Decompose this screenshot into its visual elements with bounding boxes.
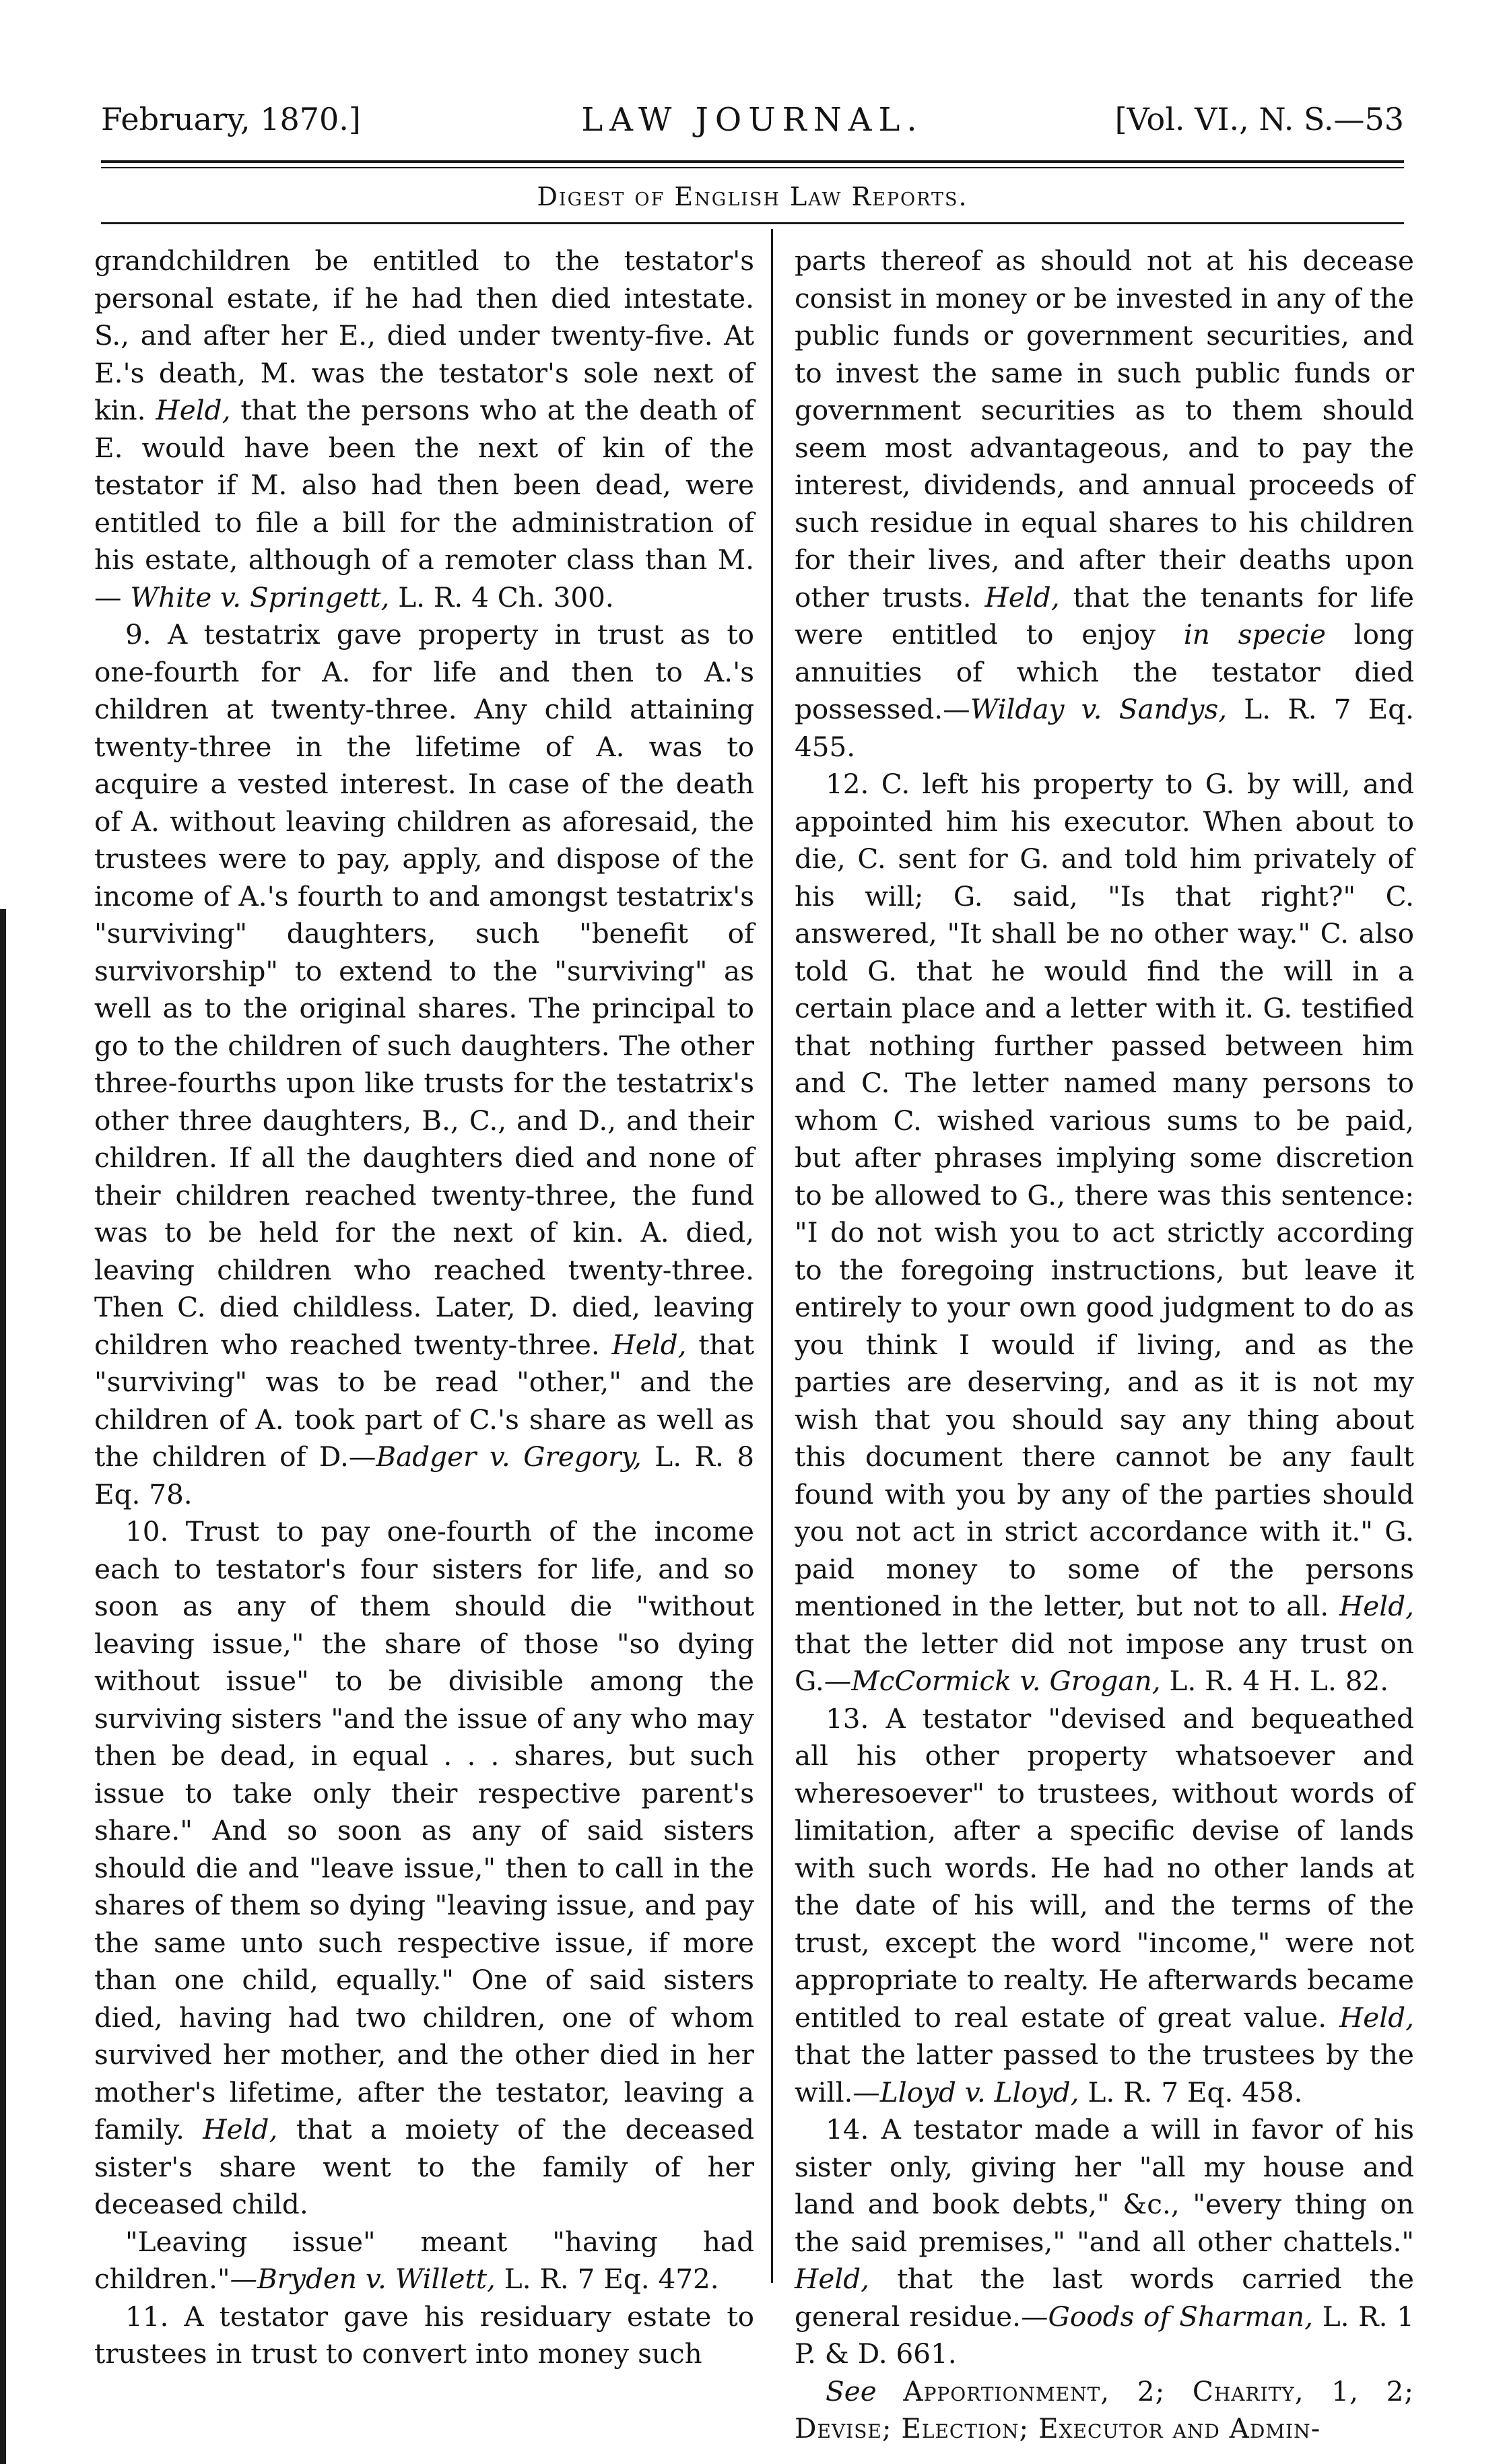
case-name: Goods of Sharman,: [1048, 2300, 1313, 2333]
case-name: Badger v. Gregory,: [376, 1440, 642, 1473]
paragraph-11-start: 11. A testator gave his residuary estate to trustees in trust to convert into money such: [94, 2300, 754, 2370]
case-citation: L. R. 4 H. L. 82.: [1169, 1665, 1389, 1697]
case-citation: L. R. 4 Ch. 300.: [398, 580, 614, 613]
right-column: [795, 242, 1414, 2448]
case-name: White v. Springett,: [130, 580, 390, 613]
header-rule-thick: [101, 160, 1404, 163]
case-name: Lloyd v. Lloyd,: [879, 2075, 1079, 2108]
section-heading: Digest of English Law Reports.: [537, 182, 968, 211]
paragraph-14: 14. A testator made a will in favor of his sister only, giving her "all my house and land and book debts," &c., "every thing on the said premises," "and all other chattels." Held, that the last words carried the general residue.—Goods of Sharman, L. R. 1 P. & D. 661.: [795, 2113, 1414, 2370]
case-citation: L. R. 1 P. & D. 661.: [795, 2300, 1414, 2370]
case-citation: L. R. 7 Eq. 472.: [504, 2263, 719, 2295]
paragraph-9: 9. A testatrix gave property in trust as to one-fourth for A. for life and then to A.'s children at twenty-three. Any child attaining twenty-three in the lifetime of A. was to acquire a vested interest. In case of the death of A. without leaving children as aforesaid, the trustees were to pay, apply, and dispose of the income of A.'s fourth to and amongst testatrix's "surviving" daughters, such "benefit of survivorship" to extend to the "surviving" as well as to the original shares. The principal to go to the children of such daughters. The other three-fourths upon like trusts for the testatrix's other three daughters, B., C., and D., and their children. If all the daughters died and none of their children reached twenty-three, the fund was to be held for the next of kin. A. died, leaving children who reached twenty-three. Then C. died childless. Later, D. died, leaving children who reached twenty-three. Held, that "surviving" was to be read "other," and the children of A. took part of C.'s share as well as the children of D.—Badger v. Gregory, L. R. 8 Eq. 78.: [94, 618, 755, 1510]
case-name: Wilday v. Sandys,: [970, 693, 1228, 725]
case-name: Bryden v. Willett,: [257, 2263, 496, 2295]
paragraph-13: 13. A testator "devised and bequeathed all his other property whatsoever and wheresoever" to trustees, without words of limitation, after a specific devise of lands with such words. He had no other lands at the date of his will, and the terms of the trust, except the word "income," were not appropriate to realty. He afterwards became entitled to real estate of great value. Held, that the latter passed to the trustees by the will.—Lloyd v. Lloyd, L. R. 7 Eq. 458.: [795, 1702, 1414, 2108]
page-edge-shadow: [0, 909, 6, 2464]
header-rule-thin: [101, 167, 1404, 168]
see-also-references: See Apportionment, 2; Charity, 1, 2; Devise; Election; Executor and Admin-: [795, 2374, 1415, 2444]
paragraph-10: 10. Trust to pay one-fourth of the income each to testator's four sisters for life, and so soon as any of them should die "without leaving issue," the share of those "so dying without issue" to be divisible among the surviving sisters "and the issue of any who may then be dead, in equal . . . shares, but such issue to take only their respective parent's share." And so soon as any of said sisters should die and "leave issue," then to call in the shares of them so dying "leaving issue, and pay the same unto such respective issue, if more than one child, equally." One of said sisters died, having had two children, one of whom survived her mother, and the other died in her mother's lifetime, after the testator, leaving a family. Held, that a moiety of the deceased sister's share went to the family of her deceased child.: [94, 1515, 754, 2220]
paragraph-12: 12. C. left his property to G. by will, and appointed him his executor. When about to die, C. sent for G. and told him privately of his will; G. said, "Is that right?" C. answered, "It shall be no other way." C. also told G. that he would find the will in a certain place and a letter with it. G. testified that nothing further passed between him and C. The letter named many persons to whom C. wished various sums to be paid, but after phrases implying some discretion to be allowed to G., there was this sentence: "I do not wish you to act strictly according to the foregoing instructions, but leave it entirely to your own good judgment to do as you think I would if living, and as the parties are deserving, and as it is not my wish that you should say any thing about this document there cannot be any fault found with you by any of the parties should you not act in strict accordance with it." G. paid money to some of the persons mentioned in the letter, but not to all. Held, that the letter did not impose any trust on G.—McCormick v. Grogan, L. R. 4 H. L. 82.: [795, 768, 1415, 1697]
running-header: [101, 101, 1404, 148]
paragraph-10-note: "Leaving issue" meant "having had children."—Bryden v. Willett, L. R. 7 Eq. 472.: [94, 2225, 754, 2295]
paragraph-8-continued: grandchildren be entitled to the testator's personal estate, if he had then died intestate. S., and after her E., died under twenty-five. At E.'s death, M. was the testator's sole next of kin. Held, that the persons who at the death of E. would have been the next of kin of the testator if M. also had then been dead, were entitled to file a bill for the administration of his estate, although of a remoter class than M.— White v. Springett, L. R. 4 Ch. 300.: [94, 244, 755, 613]
section-rule: [101, 222, 1404, 224]
header-title: LAW JOURNAL.: [581, 101, 924, 139]
header-volume: [Vol. VI., N. S.—53: [1114, 101, 1404, 137]
case-citation: L. R. 7 Eq. 455.: [795, 693, 1415, 763]
left-column: [94, 242, 754, 2373]
case-citation: L. R. 7 Eq. 458.: [1088, 2075, 1303, 2108]
header-date: February, 1870.]: [101, 101, 361, 137]
case-citation: L. R. 8 Eq. 78.: [94, 1440, 755, 1510]
paragraph-11-continued: parts thereof as should not at his decease consist in money or be invested in any of the public funds or government securities, and to invest the same in such public funds or government securities as to them should seem most advantageous, and to pay the interest, dividends, and annual proceeds of such residue in equal shares to his children for their lives, and after their deaths upon other trusts. Held, that the tenants for life were entitled to enjoy in specie long annuities of which the testator died possessed.—Wilday v. Sandys, L. R. 7 Eq. 455.: [795, 244, 1415, 763]
case-name: McCormick v. Grogan,: [851, 1665, 1161, 1697]
column-divider: [771, 229, 773, 2283]
